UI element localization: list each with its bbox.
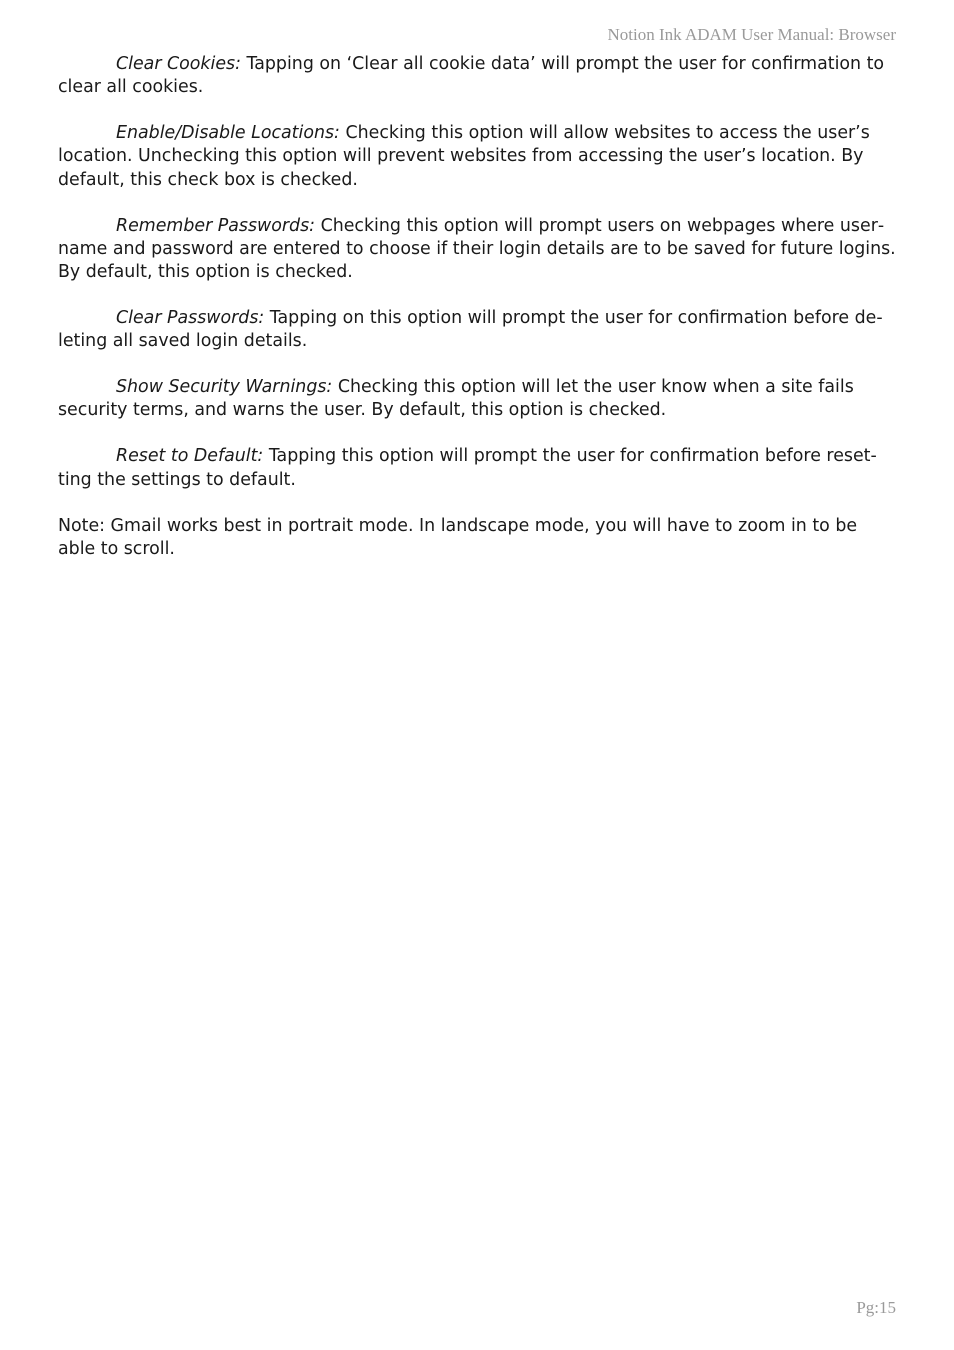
clear-cookies-paragraph — [58, 53, 896, 99]
enable-disable-locations-description: Checking this option will allow websites to access the user’s location. Unchecking this option will prevent websites from accessing the user’s location. By default, this check box is checked. — [58, 123, 870, 190]
clear-passwords-description: Tapping on this option will prompt the user for confirmation before deleting all saved login details. — [58, 308, 883, 352]
reset-to-default-paragraph — [58, 445, 896, 491]
enable-disable-locations-paragraph — [58, 122, 896, 192]
remember-passwords-term: Remember Passwords: — [116, 215, 316, 236]
show-security-warnings-description: Checking this option will let the user know when a site fails security terms, and warns the user. By default, this option is checked. — [58, 377, 854, 421]
reset-to-default-description: Tapping this option will prompt the user for confirmation before resetting the settings to default. — [58, 446, 877, 490]
remember-passwords-paragraph — [58, 215, 896, 285]
reset-to-default-term: Reset to Default: — [116, 446, 264, 467]
clear-passwords-term: Clear Passwords: — [116, 308, 265, 329]
clear-cookies-description: Tapping on ‘Clear all cookie data’ will prompt the user for confirmation to clear all cookies. — [58, 54, 885, 98]
enable-disable-locations-term: Enable/Disable Locations: — [116, 123, 340, 144]
remember-passwords-description: Checking this option will prompt users on webpages where username and password are entered to choose if their login details are to be saved for future logins. By default, this option is checked. — [58, 215, 896, 283]
page-number: Pg:15 — [856, 1298, 896, 1317]
clear-cookies-term: Clear Cookies: — [116, 54, 241, 74]
page-header: Notion Ink ADAM User Manual: Browser — [607, 25, 896, 44]
show-security-warnings-paragraph — [58, 376, 896, 422]
show-security-warnings-term: Show Security Warnings: — [116, 377, 333, 398]
manual-content — [58, 53, 896, 584]
clear-passwords-paragraph — [58, 307, 896, 353]
gmail-note: Note: Gmail works best in portrait mode. In landscape mode, you will have to zoom in to be able to scroll. — [58, 515, 858, 559]
